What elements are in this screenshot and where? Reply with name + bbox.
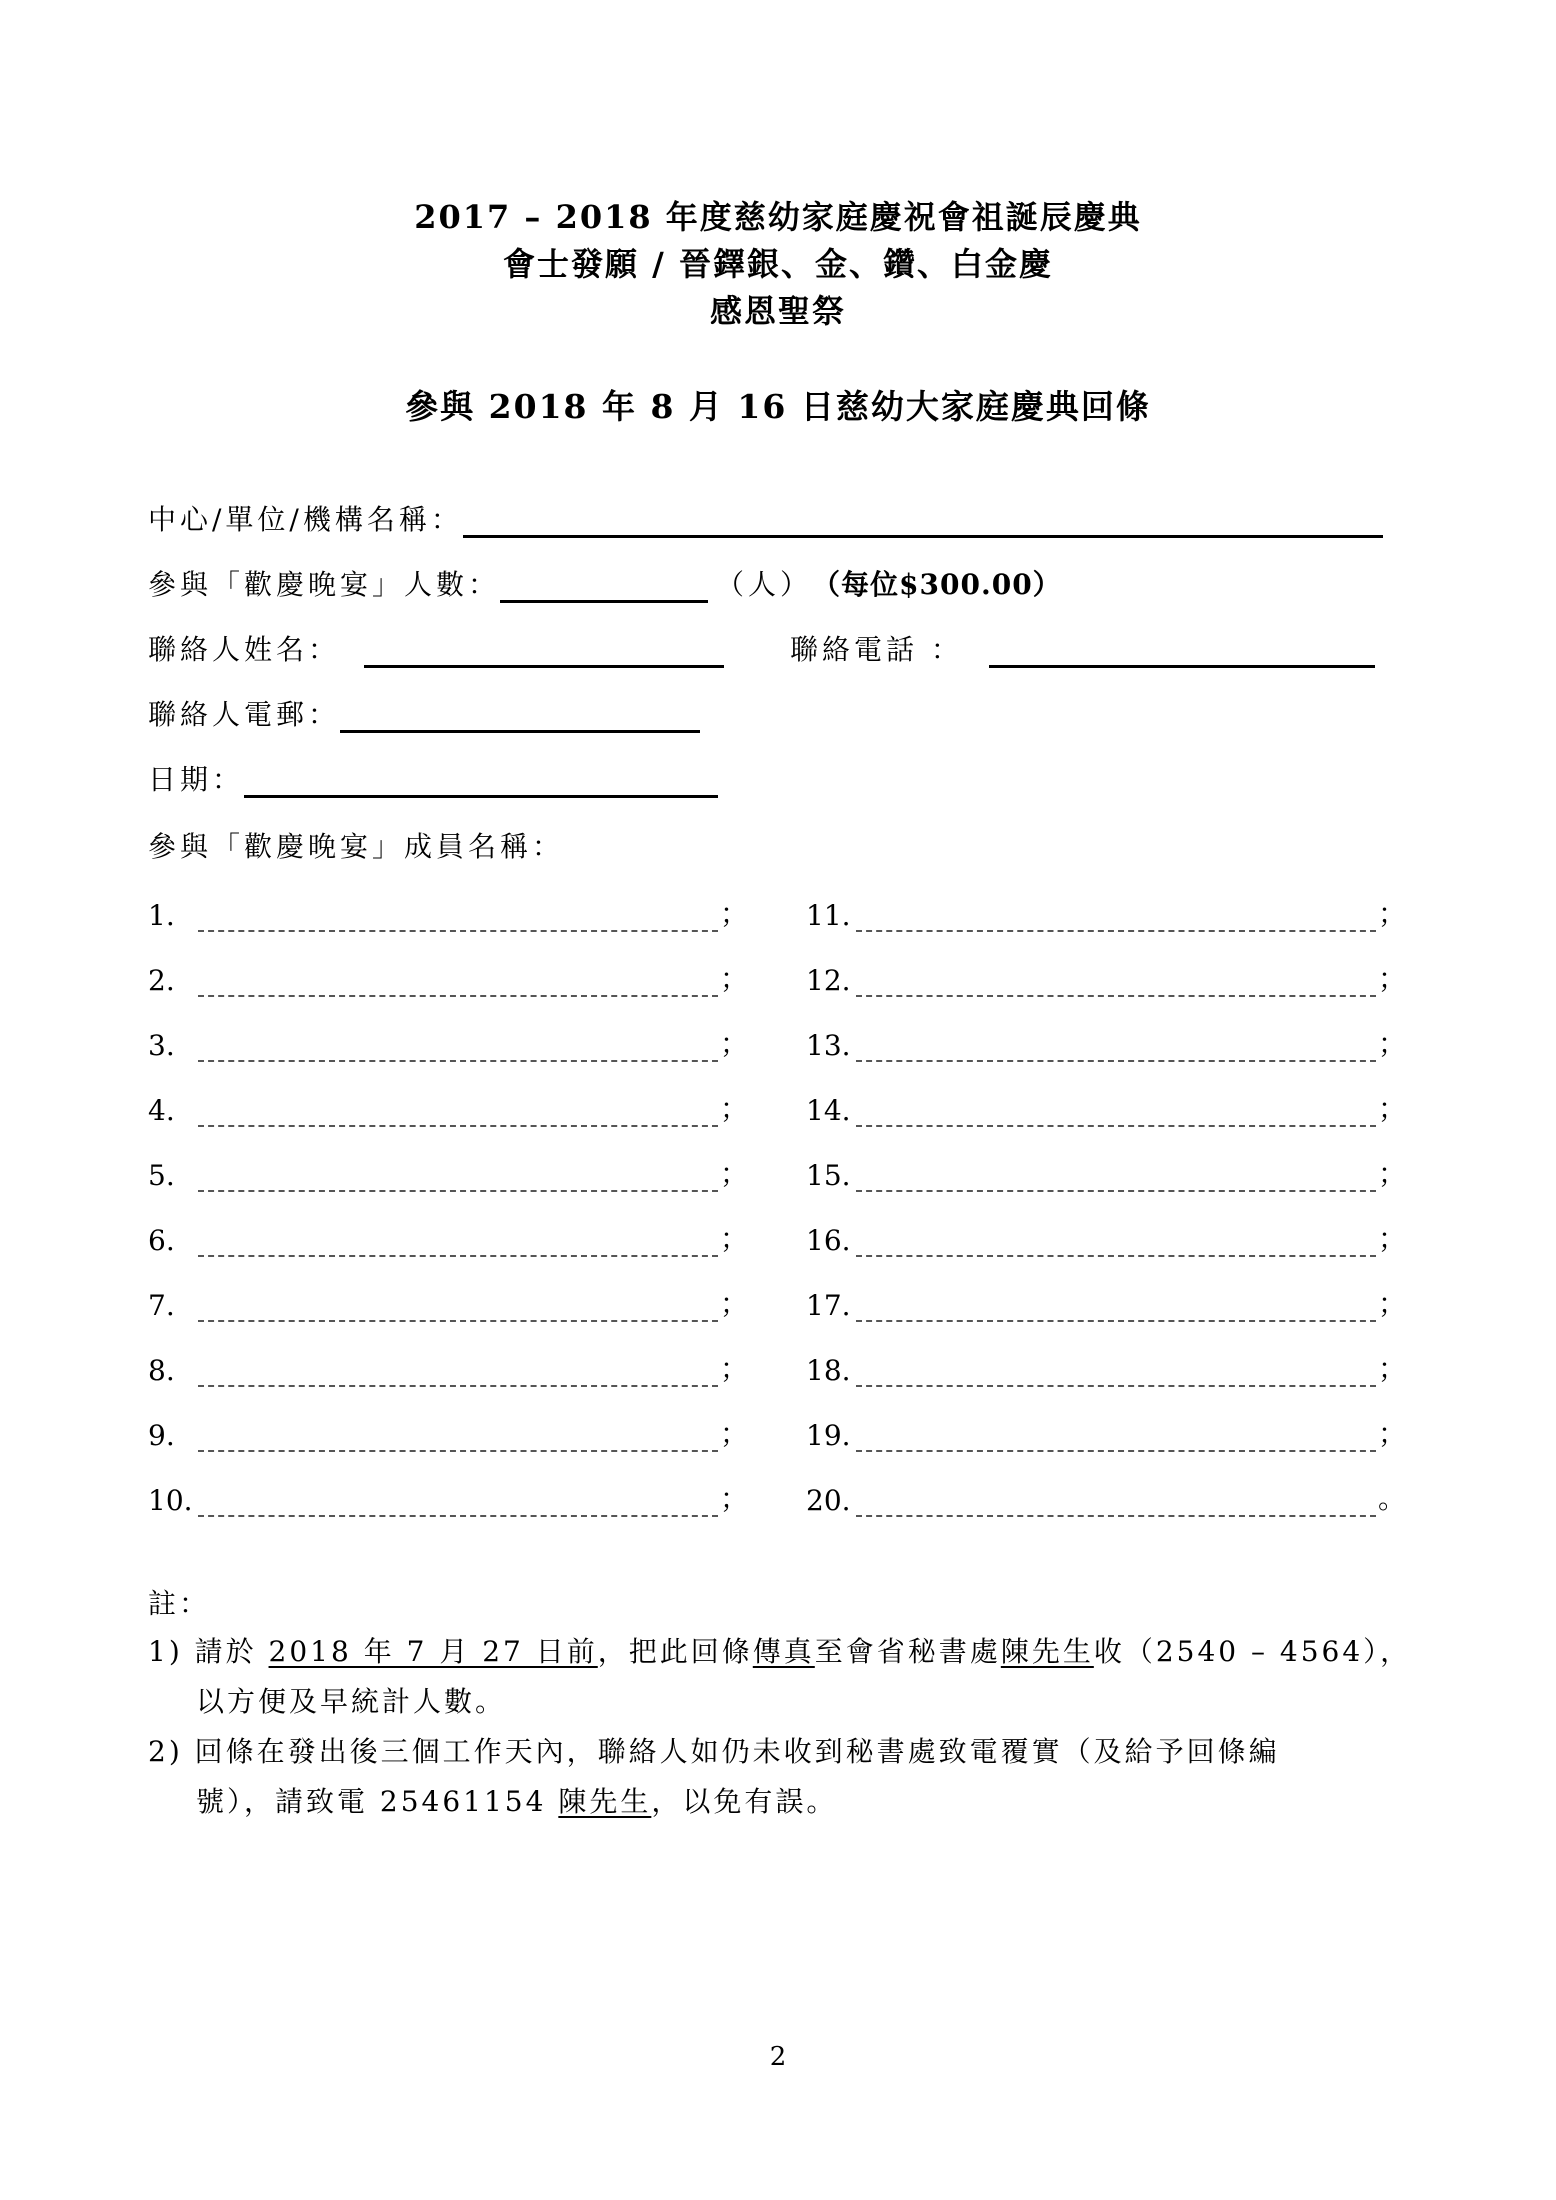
date-field — [148, 758, 718, 798]
members-label: 參與「歡慶晚宴」成員名稱： — [148, 830, 565, 863]
member-end-mark: ； — [1377, 1417, 1406, 1450]
member-end-mark: ； — [719, 1027, 748, 1060]
member-row-7 — [148, 1282, 748, 1322]
contact-email-input-line[interactable] — [340, 700, 700, 733]
notes-heading: 註： — [148, 1587, 211, 1620]
member-end-mark: ； — [719, 1417, 748, 1450]
member-number: 5. — [148, 1159, 175, 1192]
member-number: 10. — [148, 1484, 193, 1517]
member-end-mark: ； — [719, 1222, 748, 1255]
member-name-line[interactable] — [856, 904, 1376, 932]
member-end-mark: ； — [1377, 1287, 1406, 1320]
member-end-mark: ； — [1377, 1222, 1406, 1255]
member-end-mark: ； — [1377, 1157, 1406, 1190]
member-number: 8. — [148, 1354, 175, 1387]
member-row-16 — [806, 1217, 1406, 1257]
member-end-mark: ； — [1377, 1027, 1406, 1060]
title-line-3: 感恩聖祭 — [709, 292, 846, 330]
member-name-line[interactable] — [198, 1034, 718, 1062]
member-end-mark: ； — [719, 1287, 748, 1320]
member-end-mark: ； — [719, 897, 748, 930]
date-label: 日期： — [148, 763, 245, 796]
member-number: 1. — [148, 899, 175, 932]
org-label: 中心/單位/機構名稱： — [148, 503, 463, 536]
org-field — [148, 498, 1383, 538]
member-name-line[interactable] — [198, 1424, 718, 1452]
note-2-line-1: 2) 回條在發出後三個工作天內，聯絡人如仍未收到秘書處致電覆實（及給予回條編 — [148, 1735, 1280, 1768]
member-number: 16. — [806, 1224, 851, 1257]
member-name-line[interactable] — [856, 1489, 1376, 1517]
member-name-line[interactable] — [198, 1099, 718, 1127]
member-name-line[interactable] — [856, 1294, 1376, 1322]
count-price: （每位$300.00） — [812, 568, 1062, 601]
member-end-mark: ； — [1377, 897, 1406, 930]
count-input-line[interactable] — [500, 570, 708, 603]
member-row-12 — [806, 957, 1406, 997]
member-row-14 — [806, 1087, 1406, 1127]
member-name-line[interactable] — [856, 1424, 1376, 1452]
member-row-17 — [806, 1282, 1406, 1322]
member-number: 3. — [148, 1029, 175, 1062]
member-end-mark: 。 — [1377, 1482, 1406, 1515]
member-row-13 — [806, 1022, 1406, 1062]
member-row-18 — [806, 1347, 1406, 1387]
member-name-line[interactable] — [198, 1359, 718, 1387]
member-name-line[interactable] — [856, 1164, 1376, 1192]
member-row-8 — [148, 1347, 748, 1387]
member-row-5 — [148, 1152, 748, 1192]
member-name-line[interactable] — [856, 1229, 1376, 1257]
member-row-11 — [806, 892, 1406, 932]
member-number: 18. — [806, 1354, 851, 1387]
contact-phone-input-line[interactable] — [989, 635, 1375, 668]
member-name-line[interactable] — [198, 1489, 718, 1517]
member-row-1 — [148, 892, 748, 932]
form-title: 參與 2018 年 8 月 16 日慈幼大家庭慶典回條 — [405, 387, 1151, 426]
member-number: 9. — [148, 1419, 175, 1452]
member-number: 19. — [806, 1419, 851, 1452]
note-contact-person: 陳先生 — [1000, 1635, 1094, 1668]
member-number: 7. — [148, 1289, 175, 1322]
member-number: 17. — [806, 1289, 851, 1322]
member-name-line[interactable] — [856, 1099, 1376, 1127]
contact-name-field — [148, 628, 724, 668]
member-end-mark: ； — [1377, 962, 1406, 995]
note-2-line-2: 號），請致電 25461154 陳先生，以免有誤。 — [196, 1785, 838, 1818]
member-number: 2. — [148, 964, 175, 997]
contact-name-input-line[interactable] — [364, 635, 724, 668]
member-end-mark: ； — [719, 1352, 748, 1385]
member-row-4 — [148, 1087, 748, 1127]
member-name-line[interactable] — [198, 969, 718, 997]
member-end-mark: ； — [719, 1157, 748, 1190]
title-line-2: 會士發願 / 晉鐸銀、金、鑽、白金慶 — [503, 245, 1053, 283]
member-number: 4. — [148, 1094, 175, 1127]
note-fax: 傳真 — [752, 1635, 815, 1668]
title-line-1: 2017 – 2018 年度慈幼家庭慶祝會祖誕辰慶典 — [414, 198, 1142, 236]
note-1-line-2: 以方便及早統計人數。 — [196, 1685, 507, 1718]
member-row-3 — [148, 1022, 748, 1062]
contact-email-label: 聯絡人電郵： — [148, 698, 341, 731]
member-end-mark: ； — [719, 962, 748, 995]
member-number: 15. — [806, 1159, 851, 1192]
member-name-line[interactable] — [198, 1229, 718, 1257]
member-end-mark: ； — [1377, 1352, 1406, 1385]
member-end-mark: ； — [719, 1482, 748, 1515]
contact-email-field — [148, 693, 700, 733]
member-name-line[interactable] — [856, 1359, 1376, 1387]
member-row-20 — [806, 1477, 1406, 1517]
member-end-mark: ； — [719, 1092, 748, 1125]
count-field — [148, 563, 1062, 603]
member-number: 13. — [806, 1029, 851, 1062]
note-1-line-1: 1) 請於 2018 年 7 月 27 日前，把此回條傳真至會省秘書處陳先生收（2540 – 4564）， — [148, 1635, 1412, 1668]
member-number: 11. — [806, 899, 851, 932]
member-row-19 — [806, 1412, 1406, 1452]
member-number: 14. — [806, 1094, 851, 1127]
member-name-line[interactable] — [856, 969, 1376, 997]
count-unit: （人） — [716, 568, 813, 601]
contact-name-label: 聯絡人姓名： — [148, 633, 341, 666]
note-contact-person-2: 陳先生 — [558, 1785, 652, 1818]
org-input-line[interactable] — [463, 505, 1383, 538]
member-row-6 — [148, 1217, 748, 1257]
member-number: 6. — [148, 1224, 175, 1257]
note-deadline: 2018 年 7 月 27 日前 — [268, 1635, 598, 1668]
contact-phone-label: 聯絡電話 ： — [790, 633, 963, 666]
count-label: 參與「歡慶晚宴」人數： — [148, 568, 501, 601]
member-number: 20. — [806, 1484, 851, 1517]
member-row-9 — [148, 1412, 748, 1452]
member-name-line[interactable] — [198, 1294, 718, 1322]
member-end-mark: ； — [1377, 1092, 1406, 1125]
member-name-line[interactable] — [198, 1164, 718, 1192]
member-row-10 — [148, 1477, 748, 1517]
contact-phone-field — [790, 628, 1375, 668]
member-name-line[interactable] — [198, 904, 718, 932]
member-row-2 — [148, 957, 748, 997]
member-row-15 — [806, 1152, 1406, 1192]
member-number: 12. — [806, 964, 851, 997]
date-input-line[interactable] — [244, 765, 718, 798]
member-name-line[interactable] — [856, 1034, 1376, 1062]
page-number: 2 — [769, 2042, 787, 2072]
